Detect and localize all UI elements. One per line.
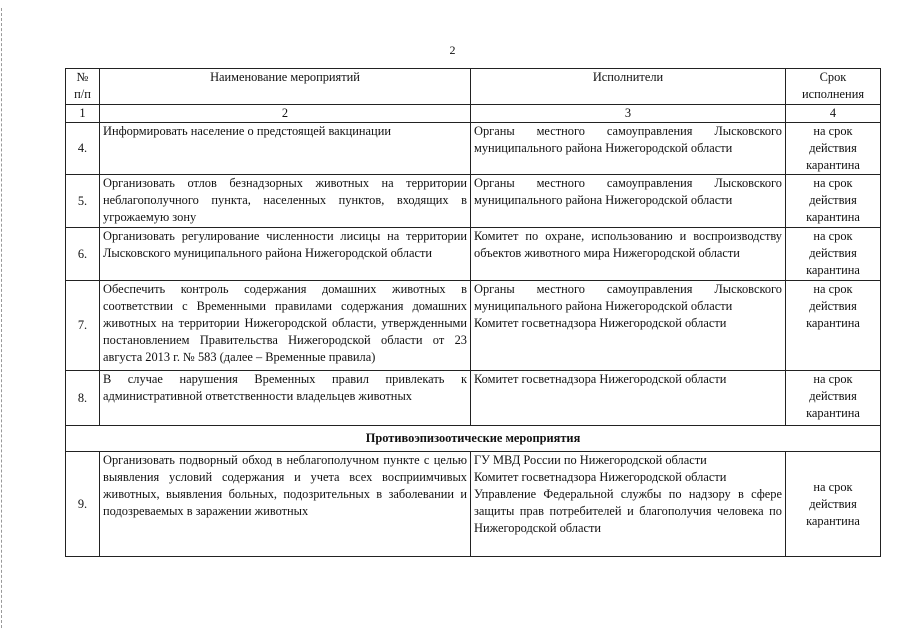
measure-name: Обеспечить контроль содержания домашних животных в соответствии с Временными правилами содержания домашних животных на территории Нижегородской области, утвержденными постановлением Правительства Нижегородской области от 23 августа 2013 г. № 583 (далее – Временные правила) [100, 281, 471, 371]
table-row [66, 175, 881, 228]
term-cell: на срок действия карантина [786, 123, 881, 175]
scan-margin-mark [1, 8, 4, 628]
executor: Органы местного самоуправления Лысковского муниципального района Нижегородской области [474, 124, 782, 155]
column-number: 3 [471, 105, 786, 123]
executors-cell [471, 228, 786, 281]
table-row [66, 228, 881, 281]
row-number: 4. [66, 123, 100, 175]
table-row [66, 123, 881, 175]
measures-rows [66, 123, 881, 557]
executor: Органы местного самоуправления Лысковского муниципального района Нижегородской области [474, 176, 782, 207]
header-term-line: исполнения [801, 87, 865, 101]
measures-table [65, 68, 881, 557]
table-row [66, 452, 881, 557]
column-number: 2 [100, 105, 471, 123]
row-number: 9. [66, 452, 100, 557]
measure-name: Организовать отлов безнадзорных животных на территории неблагополучного пункта, населенных пунктов, входящих в угрожаемую зону [100, 175, 471, 228]
header-executors: Исполнители [471, 69, 786, 105]
executor: ГУ МВД России по Нижегородской области [474, 453, 707, 467]
measure-name: Организовать подворный обход в неблагополучном пункте с целью выявления условий содержания и учета всех восприимчивых животных, выявления больных, подозрительных в заболевании и подозреваемых в заражении животных [100, 452, 471, 557]
header-num-line: № [76, 70, 89, 84]
row-number: 8. [66, 371, 100, 426]
executor: Комитет госветнадзора Нижегородской области [474, 470, 727, 484]
measure-name: В случае нарушения Временных правил привлекать к административной ответственности владельцев животных [100, 371, 471, 426]
executors-cell [471, 371, 786, 426]
executor: Органы местного самоуправления Лысковского муниципального района Нижегородской области [474, 282, 782, 313]
page-number: 2 [449, 43, 456, 57]
executors-cell [471, 175, 786, 228]
section-title: Противоэпизоотические мероприятия [66, 426, 881, 452]
executor: Комитет госветнадзора Нижегородской области [474, 316, 727, 330]
executors-cell [471, 281, 786, 371]
row-number: 5. [66, 175, 100, 228]
measure-name: Информировать население о предстоящей вакцинации [100, 123, 471, 175]
term-cell: на срок действия карантина [786, 281, 881, 371]
header-num-line: п/п [74, 87, 91, 101]
section-row [66, 426, 881, 452]
row-number: 7. [66, 281, 100, 371]
table-header-row [66, 69, 881, 105]
column-number: 4 [786, 105, 881, 123]
header-num [66, 69, 100, 105]
term-cell: на срок действия карантина [786, 228, 881, 281]
header-term-line: Срок [819, 70, 847, 84]
executor: Управление Федеральной службы по надзору в сфере защиты прав потребителей и благополучия человека по Нижегородской области [474, 487, 782, 535]
executor: Комитет по охране, использованию и воспроизводству объектов животного мира Нижегородской области [474, 229, 782, 260]
column-number: 1 [66, 105, 100, 123]
executor: Комитет госветнадзора Нижегородской области [474, 372, 727, 386]
header-term [786, 69, 881, 105]
column-numbering-row [66, 105, 881, 123]
term-cell: на срок действия карантина [786, 175, 881, 228]
executors-cell [471, 452, 786, 557]
term-cell: на срок действия карантина [786, 452, 881, 557]
table-row [66, 281, 881, 371]
table-row [66, 371, 881, 426]
row-number: 6. [66, 228, 100, 281]
term-cell: на срок действия карантина [786, 371, 881, 426]
executors-cell [471, 123, 786, 175]
measure-name: Организовать регулирование численности лисицы на территории Лысковского муниципального района Нижегородской области [100, 228, 471, 281]
header-name: Наименование мероприятий [100, 69, 471, 105]
